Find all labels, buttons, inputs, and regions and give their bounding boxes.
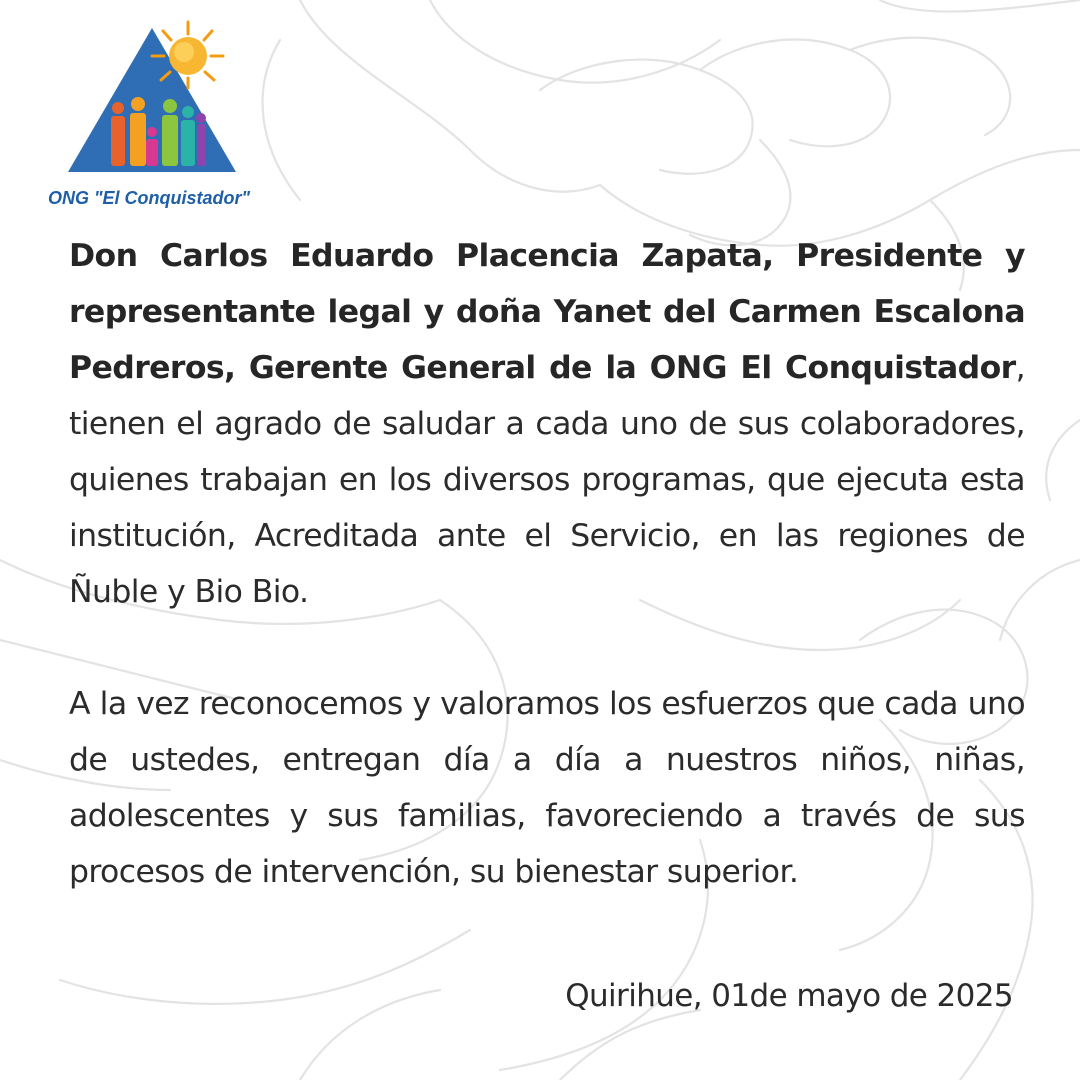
letter-body xyxy=(69,228,1025,900)
triangle-sun-family-logo-icon xyxy=(68,22,236,172)
letter-lead-bold: Don Carlos Eduardo Placencia Zapata, Presidente y representante legal y doña Yanet del Carmen Escalona Pedreros, Gerente General de la ONG El Conquistador xyxy=(69,238,1025,386)
logo-caption: ONG "El Conquistador" xyxy=(48,188,251,208)
letter-paragraph-1 xyxy=(69,228,1025,620)
organization-logo xyxy=(40,20,270,215)
place-date: Quirihue, 01de mayo de 2025 xyxy=(565,978,1013,1014)
letter-lead-rest: , tienen el agrado de saludar a cada uno de sus colaboradores, quienes trabajan en los diversos programas, que ejecuta esta institución, Acreditada ante el Servicio, en las regiones de Ñuble y Bio Bio. xyxy=(69,350,1025,610)
letter-paragraph-2: A la vez reconocemos y valoramos los esfuerzos que cada uno de ustedes, entregan día a día a nuestros niños, niñas, adolescentes y sus familias, favoreciendo a través de sus procesos de intervención, su bienestar superior. xyxy=(69,686,1025,890)
